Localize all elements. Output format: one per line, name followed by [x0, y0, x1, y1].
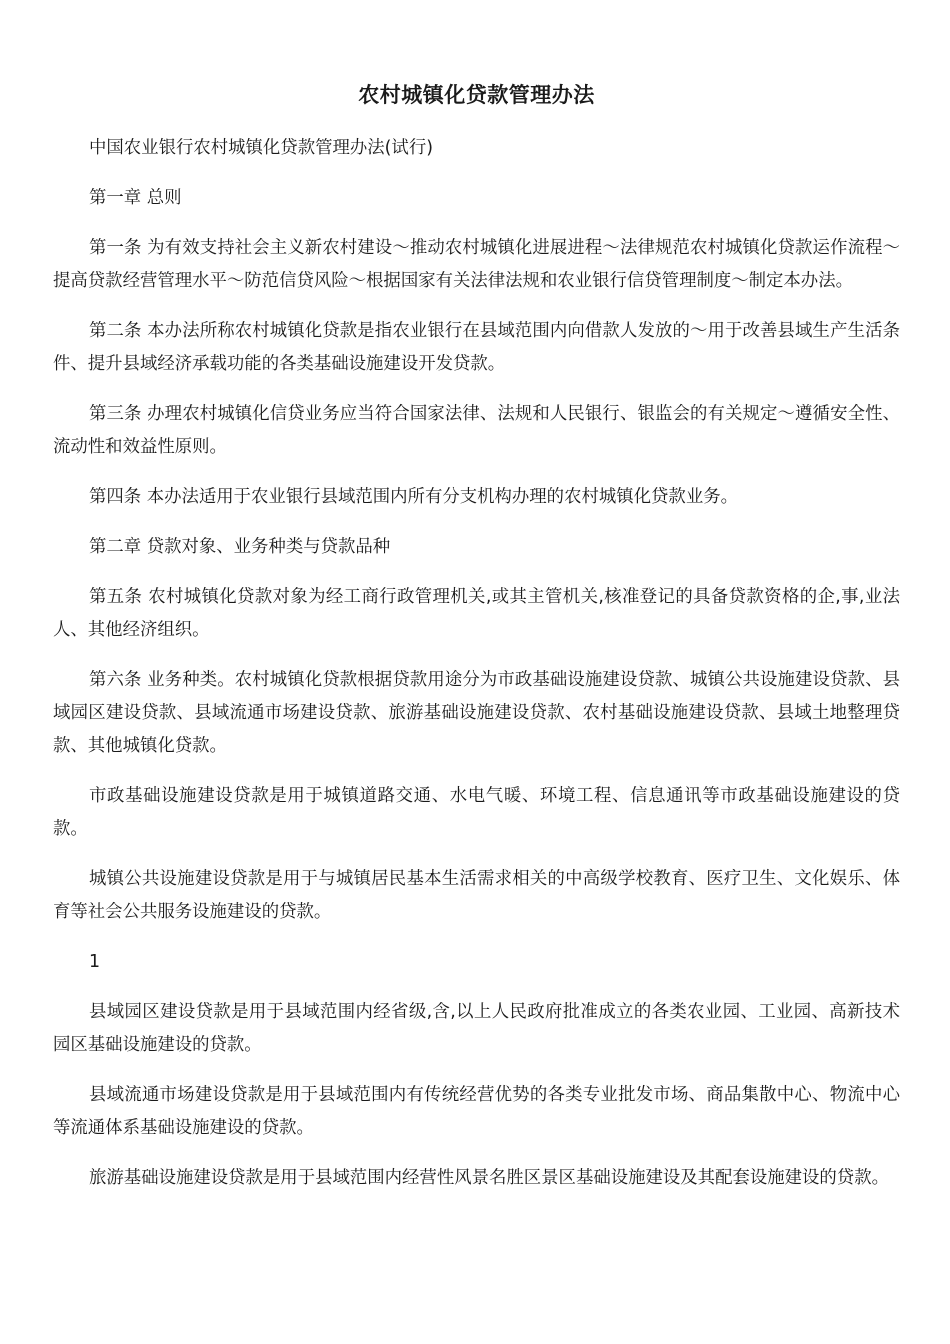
body-paragraph: 县域园区建设贷款是用于县域范围内经省级,含,以上人民政府批准成立的各类农业园、工业园、高新技术园区基础设施建设的贷款。	[53, 1002, 900, 1055]
article-paragraph: 第三条 办理农村城镇化信贷业务应当符合国家法律、法规和人民银行、银监会的有关规定～遵循安全性、流动性和效益性原则。	[53, 404, 900, 457]
body-paragraph: 城镇公共设施建设贷款是用于与城镇居民基本生活需求相关的中高级学校教育、医疗卫生、文化娱乐、体育等社会公共服务设施建设的贷款。	[53, 869, 900, 922]
chapter-heading: 第二章 贷款对象、业务种类与贷款品种	[89, 537, 391, 557]
article-paragraph: 第五条 农村城镇化贷款对象为经工商行政管理机关,或其主管机关,核准登记的具备贷款资格的企,事,业法人、其他经济组织。	[53, 587, 900, 640]
chapter-heading: 第一章 总则	[89, 188, 182, 208]
article-paragraph: 第四条 本办法适用于农业银行县域范围内所有分支机构办理的农村城镇化贷款业务。	[89, 487, 738, 507]
body-paragraph: 县域流通市场建设贷款是用于县域范围内有传统经营优势的各类专业批发市场、商品集散中心、物流中心等流通体系基础设施建设的贷款。	[53, 1085, 900, 1138]
page-number: 1	[89, 952, 101, 972]
article-paragraph: 第二条 本办法所称农村城镇化贷款是指农业银行在县域范围内向借款人发放的～用于改善县域生产生活条件、提升县域经济承载功能的各类基础设施建设开发贷款。	[53, 321, 900, 374]
body-paragraph: 旅游基础设施建设贷款是用于县域范围内经营性风景名胜区景区基础设施建设及其配套设施建设的贷款。	[89, 1168, 889, 1188]
body-paragraph: 市政基础设施建设贷款是用于城镇道路交通、水电气暖、环境工程、信息通讯等市政基础设施建设的贷款。	[53, 786, 900, 839]
document-title: 农村城镇化贷款管理办法	[358, 83, 595, 107]
article-paragraph: 第一条 为有效支持社会主义新农村建设～推动农村城镇化进展进程～法律规范农村城镇化贷款运作流程～提高贷款经营管理水平～防范信贷风险～根据国家有关法律法规和农业银行信贷管理制度～制定本办法。	[53, 238, 900, 291]
article-paragraph: 第六条 业务种类。农村城镇化贷款根据贷款用途分为市政基础设施建设贷款、城镇公共设施建设贷款、县域园区建设贷款、县域流通市场建设贷款、旅游基础设施建设贷款、农村基础设施建设贷款、县域土地整理贷款、其他城镇化贷款。	[53, 670, 900, 756]
subtitle-paragraph: 中国农业银行农村城镇化贷款管理办法(试行)	[89, 138, 433, 158]
